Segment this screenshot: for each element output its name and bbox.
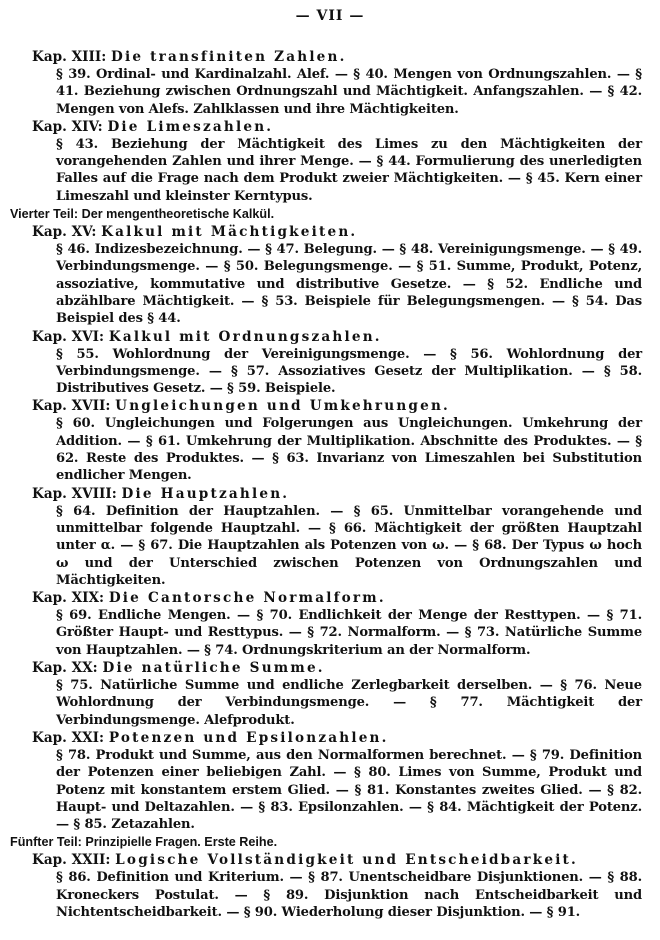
chapter-heading (32, 397, 642, 415)
chapter-sections: § 55. Wohlordnung der Vereinigungsmenge. — § 56. Wohlordnung der Verbindungsmenge. — § 57. Assoziatives Gesetz der Multiplikation. — § 58. Distributives Gesetz. — § 59. Beispiele. (56, 346, 642, 397)
chapter-sections: § 75. Natürliche Summe und endliche Zerlegbarkeit derselben. — § 76. Neue Wohlordnung der Verbindungsmenge. — § 77. Mächtigkeit der Verbindungsmenge. Alefprodukt. (56, 678, 642, 728)
chapter-title: Die transfiniten Zahlen. (110, 49, 347, 65)
chapter-heading (32, 485, 642, 503)
chapter-heading (32, 659, 642, 677)
chapter-number: Kap. XV: (32, 224, 97, 241)
part-heading-vierter-teil: Vierter Teil: Der mengentheoretische Kalkül. (10, 207, 275, 222)
chapter-heading (32, 589, 642, 607)
chapter-xix (10, 589, 642, 659)
chapter-title: Die Hauptzahlen. (121, 485, 290, 502)
chapter-xvii (10, 397, 642, 484)
page-number: — VII — (295, 8, 365, 24)
chapter-number: Kap. XIV: (32, 118, 103, 135)
chapter-sections: § 78. Produkt und Summe, aus den Normalformen berechnet. — § 79. Definition der Potenzen einer beliebigen Zahl. — § 80. Limes von Summe, Produkt und Potenz mit konstantem erstem Glied. — § 81. Konstantes zweites Glied. — § 82. Haupt- und Deltazahlen. — § 83. Epsilonzahlen. — § 84. Mächtigkeit der Potenz. — § 85. Zetazahlen. (56, 747, 642, 833)
chapter-sections: § 46. Indizesbezeichnung. — § 47. Belegung. — § 48. Vereinigungsmenge. — § 49. Verbindungsmenge. — § 50. Belegungsmenge. — § 51. Summe, Produkt, Potenz, assoziative, kommutative und distributive Gesetze. — § 52. Endliche und abzählbare Mächtigkeit. — § 53. Beispiele für Belegungsmengen. — § 54. Das Beispiel des § 44. (56, 242, 642, 327)
chapter-sections: § 60. Ungleichungen und Folgerungen aus Ungleichungen. Umkehrung der Addition. — § 61. Umkehrung der Multiplikation. Abschnitte des Produktes. — § 62. Reste des Produktes. — § 63. Invarianz von Limeszahlen bei Substitution endlicher Mengen. (56, 416, 642, 484)
chapter-title: Logische Vollständigkeit und Entscheidbarkeit. (115, 852, 578, 869)
part-heading-fuenfter-teil: Fünfter Teil: Prinzipielle Fragen. Erste Reihe. (10, 835, 278, 850)
chapter-xvi (10, 328, 642, 398)
chapter-sections: § 86. Definition und Kriterium. — § 87. Unentscheidbare Disjunktionen. — § 88. Kroneckers Postulat. — § 89. Disjunktion nach Entscheidbarkeit und Nichtentscheidbarkeit. — § 90. Wiederholung dieser Disjunktion. — § 91. (56, 870, 642, 920)
chapter-xxi (10, 729, 642, 833)
chapter-number: Kap. XXI: (32, 729, 105, 746)
chapter-sections: § 43. Beziehung der Mächtigkeit des Limes zu den Mächtigkeiten der vorangehenden Zahlen und ihrer Menge. — § 44. Formulierung des unerledigten Falles auf die Frage nach dem Produkt zweier Mächtigkeiten. — § 45. Kern einer Limeszahl und kleinster Kerntypus. (56, 136, 642, 204)
chapter-heading (32, 851, 642, 869)
chapter-heading (32, 729, 642, 747)
chapter-title: Ungleichungen und Umkehrungen. (115, 398, 450, 415)
chapter-number: Kap. XIX: (32, 590, 105, 607)
chapter-xv (10, 223, 642, 327)
chapter-sections: § 69. Endliche Mengen. — § 70. Endlichkeit der Menge der Resttypen. — § 71. Größter Haupt- und Resttypus. — § 72. Normalform. — § 73. Natürliche Summe von Hauptzahlen. — § 74. Ordnungskriterium an der Normalform. (56, 608, 642, 658)
chapter-title: Die natürliche Summe. (102, 660, 325, 677)
chapter-title: Die Cantorsche Normalform. (108, 590, 386, 607)
chapter-heading (32, 118, 642, 136)
chapter-title: Potenzen und Epsilonzahlen. (108, 729, 389, 746)
chapter-xviii (10, 485, 642, 589)
chapter-sections: § 64. Definition der Hauptzahlen. — § 65. Unmittelbar vorangehende und unmittelbar folgende Hauptzahl. — § 66. Mächtigkeit der größten Hauptzahl unter α. — § 67. Die Hauptzahlen als Potenzen von ω. — § 68. Der Typus ω hoch ω und der Unterschied zwischen Potenzen von Ordnungszahlen und Mächtigkeiten. (56, 503, 642, 588)
chapter-xx (10, 659, 642, 729)
chapter-number: Kap. XIII: (32, 49, 107, 65)
chapter-title: Kalkul mit Ordnungszahlen. (108, 328, 382, 345)
chapter-heading (32, 48, 642, 66)
chapter-xiv (10, 118, 642, 205)
chapter-number: Kap. XX: (32, 660, 98, 677)
chapter-xxii (10, 851, 642, 921)
chapter-xiii (10, 48, 642, 118)
table-of-contents (10, 48, 642, 921)
chapter-number: Kap. XVIII: (32, 485, 117, 502)
chapter-heading (32, 328, 642, 346)
chapter-heading (32, 223, 642, 241)
chapter-number: Kap. XVI: (32, 328, 105, 345)
chapter-title: Die Limeszahlen. (107, 118, 274, 135)
chapter-title: Kalkul mit Mächtigkeiten. (101, 224, 358, 241)
chapter-sections: § 39. Ordinal- und Kardinalzahl. Alef. — § 40. Mengen von Ordnungszahlen. — § 41. Beziehung zwischen Ordnungszahl und Mächtigkeit. Anfangszahlen. — § 42. Mengen von Alefs. Zahlklassen und ihre Mächtigkeiten. (56, 67, 642, 117)
chapter-number: Kap. XVII: (32, 398, 111, 415)
chapter-number: Kap. XXII: (32, 852, 111, 869)
